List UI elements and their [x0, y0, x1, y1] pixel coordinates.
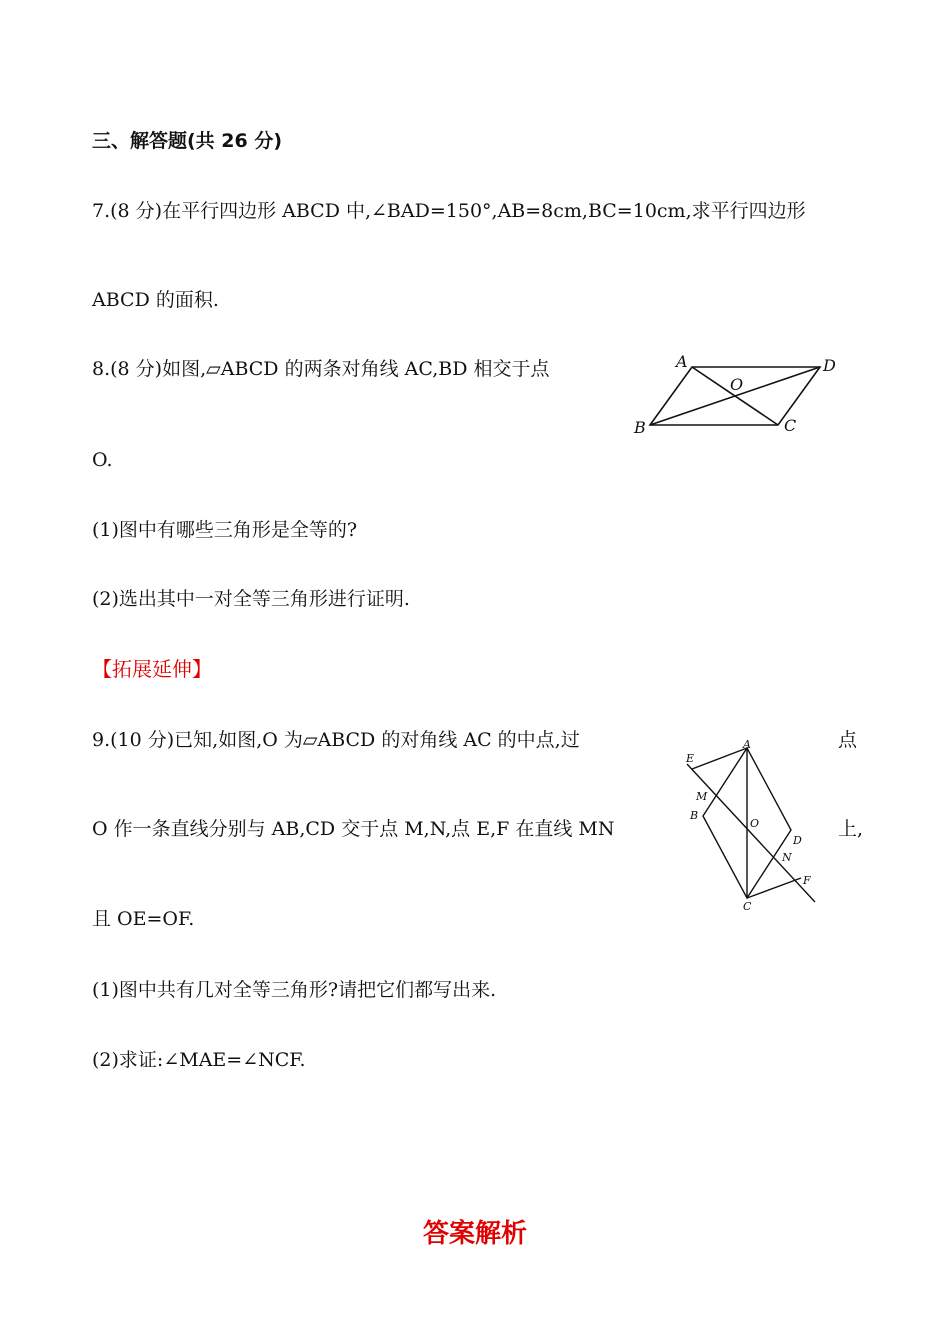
q9-part-1: (1)图中共有几对全等三角形?请把它们都写出来. [92, 979, 497, 1001]
q9-label-d: D [793, 834, 802, 847]
q9-label-e: E [686, 752, 695, 765]
q9-line-1: 9.(10 分)已知,如图,O 为▱ABCD 的对角线 AC 的中点,过 [92, 729, 580, 751]
q9-part-2: (2)求证:∠MAE=∠NCF. [92, 1049, 306, 1071]
q8-label-c: C [784, 416, 797, 435]
q9-segment-cf [747, 878, 801, 898]
q9-label-a: A [743, 738, 751, 751]
q9-label-f: F [803, 874, 811, 887]
q8-label-a: A [676, 352, 688, 371]
q9-line-1-end: 点 [838, 729, 858, 751]
q8-label-d: D [823, 356, 836, 375]
q7-line-2: ABCD 的面积. [92, 289, 219, 311]
q8-line-2: O. [92, 449, 113, 471]
section-title: 三、解答题(共 26 分) [92, 130, 283, 152]
q9-line-ef [687, 764, 815, 902]
q9-label-c: C [743, 900, 752, 913]
q8-line-1: 8.(8 分)如图,▱ABCD 的两条对角线 AC,BD 相交于点 [92, 358, 550, 380]
q9-parallelogram-figure [675, 738, 825, 918]
q9-segment-ae [692, 748, 747, 769]
q8-part-2: (2)选出其中一对全等三角形进行证明. [92, 588, 410, 610]
q9-label-m: M [696, 790, 708, 803]
q8-parallelogram-figure [620, 345, 850, 445]
extension-heading: 【拓展延伸】 [92, 657, 212, 681]
q9-line-2: O 作一条直线分别与 AB,CD 交于点 M,N,点 E,F 在直线 MN [92, 818, 615, 840]
q9-line-2-end: 上, [838, 818, 864, 840]
q8-label-b: B [634, 418, 646, 437]
q9-line-3: 且 OE=OF. [92, 908, 195, 930]
q9-label-n: N [782, 851, 792, 864]
answer-title: 答案解析 [422, 1219, 527, 1249]
q7-line-1: 7.(8 分)在平行四边形 ABCD 中,∠BAD=150°,AB=8cm,BC=10cm,求平行四边形 [92, 200, 806, 222]
q9-label-b: B [690, 809, 699, 822]
q9-label-o: O [750, 817, 760, 830]
q8-label-o: O [730, 375, 744, 394]
q8-part-1: (1)图中有哪些三角形是全等的? [92, 519, 358, 541]
